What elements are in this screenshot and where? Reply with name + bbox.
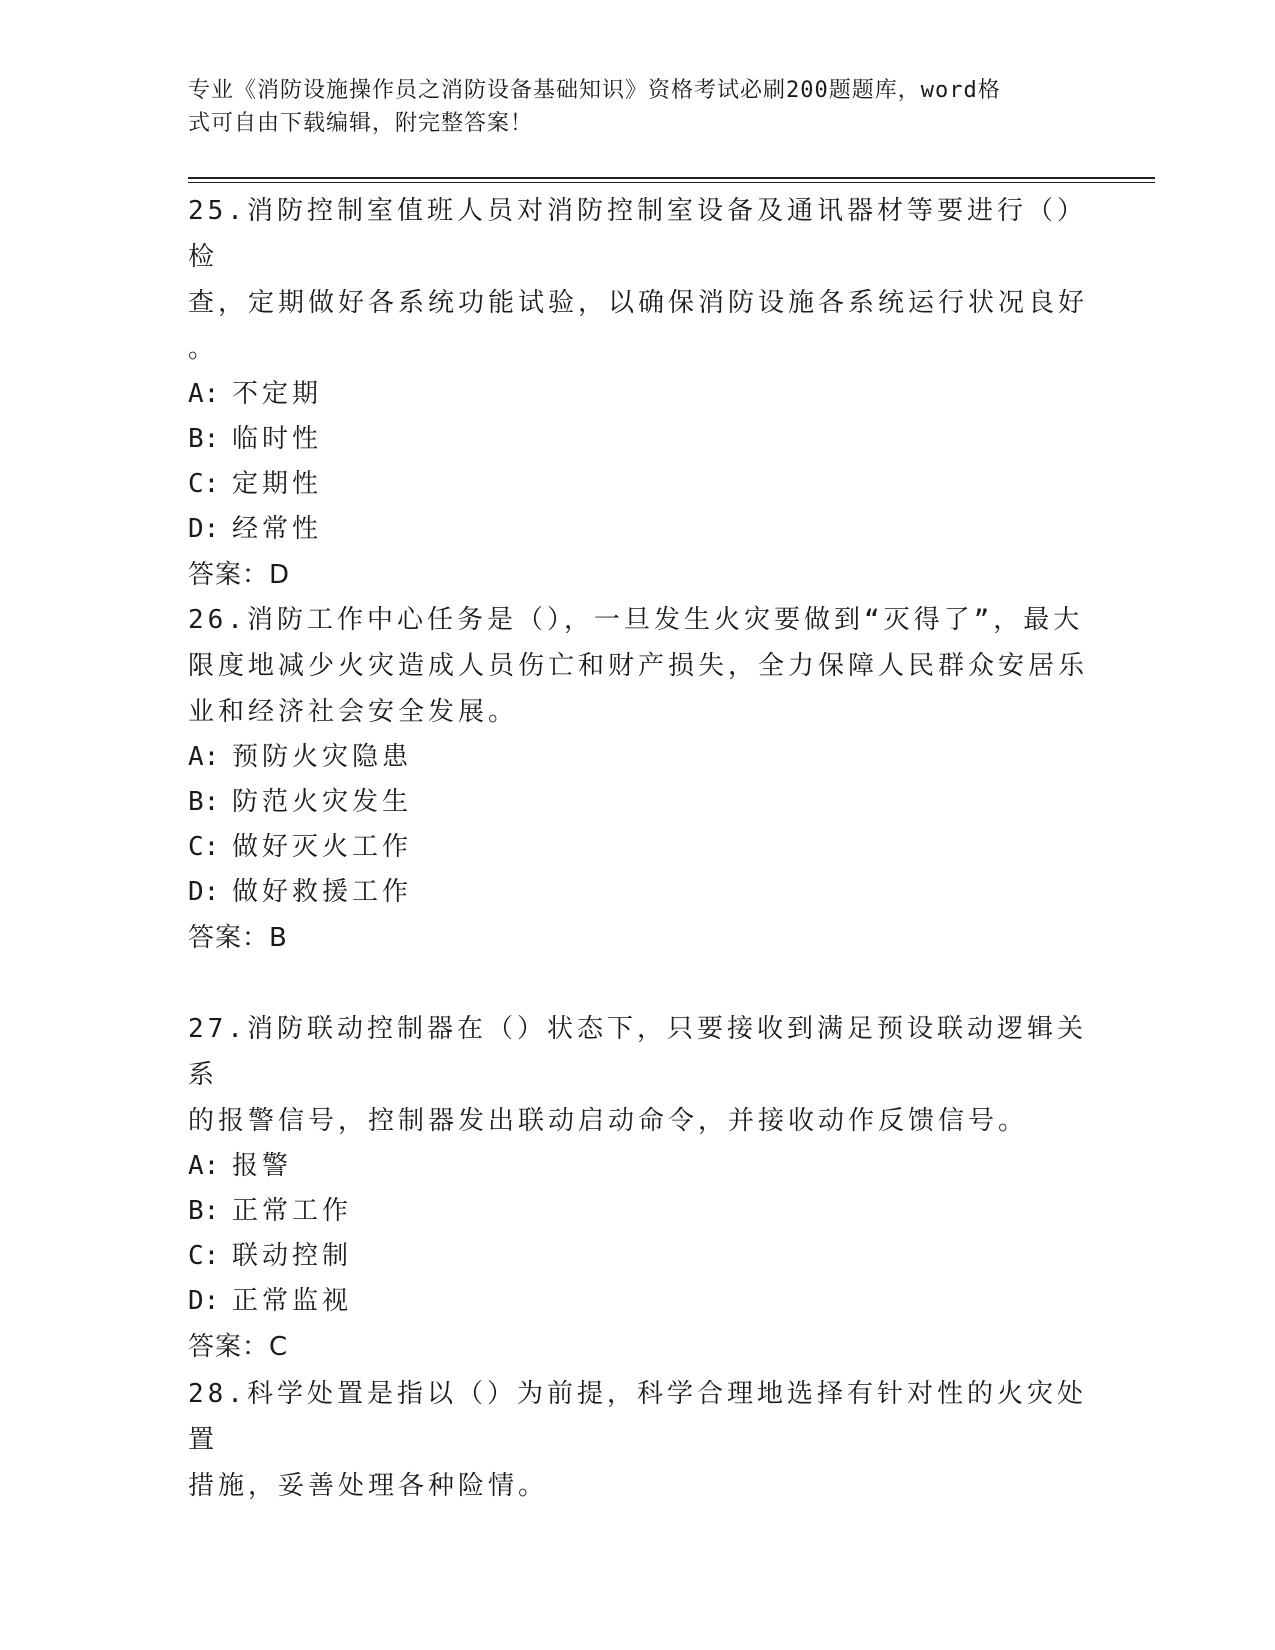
question-stem-line: 26.消防工作中心任务是（），一旦发生火灾要做到“灭得了”，最大 [188,605,1084,635]
option-text: 正常工作 [232,1196,353,1226]
option-key: B: [188,1196,220,1226]
option-key: C: [188,832,220,862]
question-stem-line: 查，定期做好各系统功能试验，以确保消防设施各系统运行状况良好 [188,288,1089,318]
option-d [188,1279,1093,1324]
option-text: 不定期 [232,379,323,409]
header-line-1: 专业《消防设施操作员之消防设备基础知识》资格考试必刷200题题库，word格 [188,78,1001,103]
option-key: A: [188,379,220,409]
option-b [188,1189,1093,1234]
option-key: B: [188,424,220,454]
option-key: C: [188,1241,220,1271]
option-c [188,825,1093,870]
question-26 [188,597,1093,961]
question-25 [188,188,1093,598]
option-a [188,735,1093,780]
option-a [188,1144,1093,1189]
option-text: 经常性 [232,514,323,544]
option-key: D: [188,1286,220,1316]
option-text: 做好灭火工作 [232,832,413,862]
header-divider-thin [188,182,1155,183]
question-stem-line: 业和经济社会安全发展。 [188,697,519,727]
question-stem-line: 28.科学处置是指以（）为前提，科学合理地选择有针对性的火灾处置 [188,1379,1087,1455]
option-d [188,507,1093,552]
option-c [188,1234,1093,1279]
option-key: D: [188,877,220,907]
question-28 [188,1371,1093,1509]
option-key: D: [188,514,220,544]
question-stem-line: 。 [188,334,219,364]
option-c [188,462,1093,507]
answer-line: 答案：C [188,1332,289,1362]
question-stem-line: 25.消防控制室值班人员对消防控制室设备及通讯器材等要进行（）检 [188,196,1087,272]
option-text: 预防火灾隐患 [232,742,413,772]
question-stem-line: 措施，妥善处理各种险情。 [188,1471,549,1501]
answer-line: 答案：B [188,923,288,953]
header-line-2: 式可自由下载编辑，附完整答案！ [188,111,534,136]
option-text: 临时性 [232,424,323,454]
option-b [188,417,1093,462]
header-divider-thick [188,177,1155,179]
option-a [188,372,1093,417]
option-text: 报警 [232,1151,293,1181]
option-key: B: [188,787,220,817]
option-key: A: [188,1151,220,1181]
option-text: 做好救援工作 [232,877,413,907]
answer-line: 答案：D [188,560,291,590]
option-text: 联动控制 [232,1241,353,1271]
document-header [188,74,1068,140]
question-stem-line: 27.消防联动控制器在（）状态下，只要接收到满足预设联动逻辑关系 [188,1014,1087,1090]
question-stem-line: 的报警信号，控制器发出联动启动命令，并接收动作反馈信号。 [188,1106,1029,1136]
question-stem-line: 限度地减少火灾造成人员伤亡和财产损失，全力保障人民群众安居乐 [188,651,1089,681]
option-key: A: [188,742,220,772]
option-key: C: [188,469,220,499]
option-text: 定期性 [232,469,323,499]
option-text: 防范火灾发生 [232,787,413,817]
option-text: 正常监视 [232,1286,353,1316]
question-27 [188,1006,1093,1370]
option-b [188,780,1093,825]
option-d [188,870,1093,915]
